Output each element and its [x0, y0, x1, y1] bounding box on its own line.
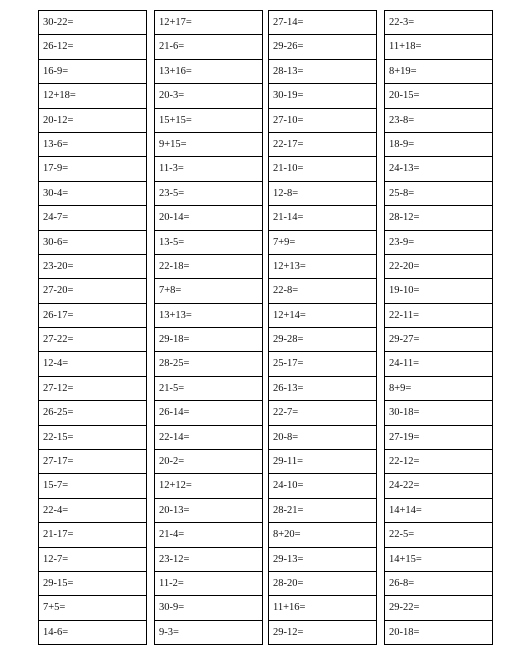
problem-cell: 20-8=: [269, 426, 376, 450]
problem-cell: 24-7=: [39, 206, 146, 230]
problem-cell: 15-7=: [39, 474, 146, 498]
problem-cell: 12+12=: [155, 474, 262, 498]
problem-cell: 26-13=: [269, 377, 376, 401]
problem-cell: 28-20=: [269, 572, 376, 596]
problem-cell: 12-8=: [269, 182, 376, 206]
problem-cell: 29-11=: [269, 450, 376, 474]
problem-cell: 20-15=: [385, 84, 492, 108]
problem-cell: 22-8=: [269, 279, 376, 303]
problem-cell: 26-25=: [39, 401, 146, 425]
problem-cell: 28-25=: [155, 352, 262, 376]
problem-cell: 12+14=: [269, 304, 376, 328]
problem-cell: 23-20=: [39, 255, 146, 279]
problem-column-4: [384, 10, 493, 645]
problem-cell: 27-19=: [385, 426, 492, 450]
problem-column-1: [38, 10, 147, 645]
problem-cell: 20-13=: [155, 499, 262, 523]
problem-cell: 29-15=: [39, 572, 146, 596]
problem-cell: 29-12=: [269, 621, 376, 645]
problem-cell: 26-8=: [385, 572, 492, 596]
problem-cell: 28-12=: [385, 206, 492, 230]
problem-cell: 23-9=: [385, 231, 492, 255]
problem-cell: 30-19=: [269, 84, 376, 108]
problem-cell: 24-10=: [269, 474, 376, 498]
problem-cell: 28-13=: [269, 60, 376, 84]
problem-cell: 11+16=: [269, 596, 376, 620]
problem-cell: 14+14=: [385, 499, 492, 523]
problem-cell: 22-7=: [269, 401, 376, 425]
problem-cell: 22-4=: [39, 499, 146, 523]
problem-cell: 22-14=: [155, 426, 262, 450]
problem-cell: 29-28=: [269, 328, 376, 352]
problem-cell: 29-18=: [155, 328, 262, 352]
problem-cell: 29-22=: [385, 596, 492, 620]
problem-cell: 30-4=: [39, 182, 146, 206]
problem-cell: 21-6=: [155, 35, 262, 59]
problem-cell: 12+17=: [155, 11, 262, 35]
problem-cell: 22-17=: [269, 133, 376, 157]
problem-cell: 14-6=: [39, 621, 146, 645]
problem-cell: 7+8=: [155, 279, 262, 303]
problem-cell: 14+15=: [385, 548, 492, 572]
problem-cell: 29-26=: [269, 35, 376, 59]
problem-cell: 7+9=: [269, 231, 376, 255]
problem-cell: 20-14=: [155, 206, 262, 230]
problem-column-2: [154, 10, 263, 645]
problem-cell: 30-18=: [385, 401, 492, 425]
problem-cell: 8+19=: [385, 60, 492, 84]
problem-cell: 9-3=: [155, 621, 262, 645]
problem-cell: 29-13=: [269, 548, 376, 572]
problem-cell: 21-4=: [155, 523, 262, 547]
problem-cell: 22-11=: [385, 304, 492, 328]
problem-cell: 20-3=: [155, 84, 262, 108]
problem-cell: 25-17=: [269, 352, 376, 376]
problem-cell: 24-13=: [385, 157, 492, 181]
problem-cell: 18-9=: [385, 133, 492, 157]
problem-cell: 12-4=: [39, 352, 146, 376]
problem-cell: 21-17=: [39, 523, 146, 547]
problem-cell: 9+15=: [155, 133, 262, 157]
problem-cell: 8+20=: [269, 523, 376, 547]
problem-cell: 22-15=: [39, 426, 146, 450]
problem-cell: 21-5=: [155, 377, 262, 401]
problem-cell: 30-22=: [39, 11, 146, 35]
problem-cell: 17-9=: [39, 157, 146, 181]
problem-cell: 21-10=: [269, 157, 376, 181]
problem-cell: 27-20=: [39, 279, 146, 303]
problem-cell: 27-14=: [269, 11, 376, 35]
problem-cell: 25-8=: [385, 182, 492, 206]
problem-cell: 20-18=: [385, 621, 492, 645]
problem-cell: 13-5=: [155, 231, 262, 255]
problem-cell: 13+16=: [155, 60, 262, 84]
problem-cell: 12+18=: [39, 84, 146, 108]
problem-cell: 26-12=: [39, 35, 146, 59]
problem-cell: 19-10=: [385, 279, 492, 303]
problem-cell: 26-17=: [39, 304, 146, 328]
problem-cell: 24-22=: [385, 474, 492, 498]
problem-cell: 15+15=: [155, 109, 262, 133]
problem-cell: 22-12=: [385, 450, 492, 474]
problem-cell: 27-17=: [39, 450, 146, 474]
problem-cell: 26-14=: [155, 401, 262, 425]
problem-cell: 23-8=: [385, 109, 492, 133]
problem-cell: 29-27=: [385, 328, 492, 352]
problem-cell: 13-6=: [39, 133, 146, 157]
problem-cell: 23-5=: [155, 182, 262, 206]
problem-cell: 30-9=: [155, 596, 262, 620]
problem-cell: 20-12=: [39, 109, 146, 133]
problem-cell: 11+18=: [385, 35, 492, 59]
problem-cell: 16-9=: [39, 60, 146, 84]
problem-cell: 20-2=: [155, 450, 262, 474]
problem-cell: 22-5=: [385, 523, 492, 547]
problem-cell: 22-18=: [155, 255, 262, 279]
problem-cell: 8+9=: [385, 377, 492, 401]
problem-cell: 30-6=: [39, 231, 146, 255]
problem-cell: 27-12=: [39, 377, 146, 401]
problem-cell: 24-11=: [385, 352, 492, 376]
problem-cell: 12-7=: [39, 548, 146, 572]
problem-cell: 11-3=: [155, 157, 262, 181]
problem-column-3: [268, 10, 377, 645]
problem-cell: 22-3=: [385, 11, 492, 35]
problem-cell: 12+13=: [269, 255, 376, 279]
problem-cell: 22-20=: [385, 255, 492, 279]
problem-cell: 13+13=: [155, 304, 262, 328]
problem-cell: 21-14=: [269, 206, 376, 230]
problem-cell: 28-21=: [269, 499, 376, 523]
problem-cell: 23-12=: [155, 548, 262, 572]
problem-cell: 27-22=: [39, 328, 146, 352]
problem-cell: 27-10=: [269, 109, 376, 133]
problem-cell: 11-2=: [155, 572, 262, 596]
problem-cell: 7+5=: [39, 596, 146, 620]
